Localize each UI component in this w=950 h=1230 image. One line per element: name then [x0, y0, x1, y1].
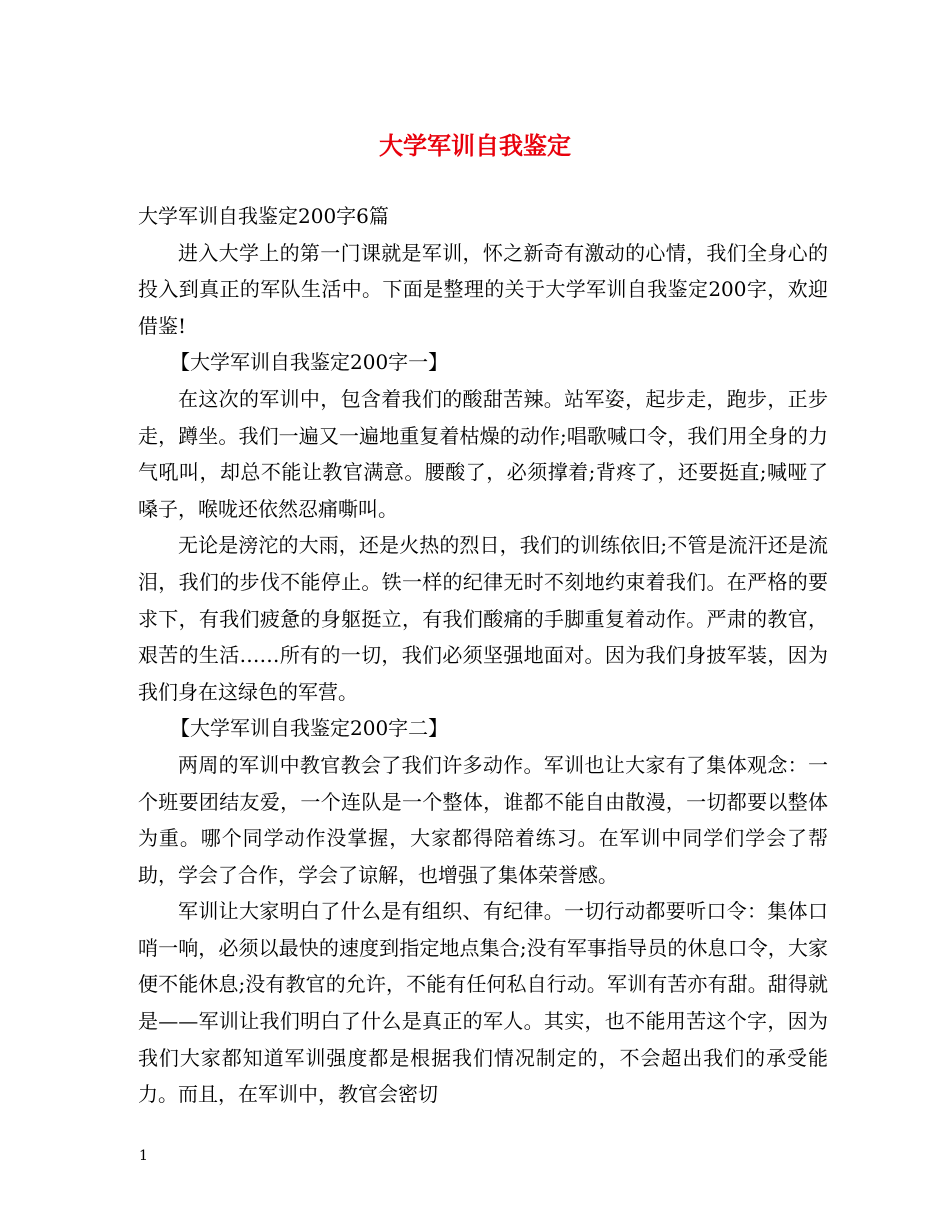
- section1-paragraph-2: 无论是滂沱的大雨，还是火热的烈日，我们的训练依旧;不管是流汗还是流泪，我们的步伐不能停止。铁一样的纪律无时不刻地约束着我们。在严格的要求下，有我们疲惫的身躯挺立，有我们酸痛的手脚重复着动作。严肃的教官，艰苦的生活……所有的一切，我们必须坚强地面对。因为我们身披军装，因为我们身在这绿色的军营。: [138, 533, 828, 704]
- section1-paragraph-1: 在这次的军训中，包含着我们的酸甜苦辣。站军姿，起步走，跑步，正步走，蹲坐。我们一遍又一遍地重复着枯燥的动作;唱歌喊口令，我们用全身的力气吼叫，却总不能让教官满意。腰酸了，必须撑着;背疼了，还要挺直;喊哑了嗓子，喉咙还依然忍痛嘶叫。: [138, 386, 828, 521]
- document-title: 大学军训自我鉴定: [379, 131, 571, 160]
- section-heading-1: 【大学军训自我鉴定200字一】: [170, 350, 449, 375]
- document-subtitle: 大学军训自我鉴定200字6篇: [138, 204, 389, 228]
- intro-paragraph: 进入大学上的第一门课就是军训，怀之新奇有激动的心情，我们全身心的投入到真正的军队生活中。下面是整理的关于大学军训自我鉴定200字，欢迎借鉴!: [138, 240, 828, 338]
- section2-paragraph-1: 两周的军训中教官教会了我们许多动作。军训也让大家有了集体观念：一个班要团结友爱，一个连队是一个整体，谁都不能自由散漫，一切都要以整体为重。哪个同学动作没掌握，大家都得陪着练习。在军训中同学们学会了帮助，学会了合作，学会了谅解，也增强了集体荣誉感。: [138, 752, 828, 887]
- page-number: 1: [139, 1148, 148, 1164]
- section-heading-2: 【大学军训自我鉴定200字二】: [170, 716, 449, 741]
- section2-paragraph-2: 军训让大家明白了什么是有组织、有纪律。一切行动都要听口令：集体口哨一响，必须以最快的速度到指定地点集合;没有军事指导员的休息口令，大家便不能休息;没有教官的允许，不能有任何私自行动。军训有苦亦有甜。甜得就是——军训让我们明白了什么是真正的军人。其实，也不能用苦这个字，因为我们大家都知道军训强度都是根据我们情况制定的，不会超出我们的承受能力。而且，在军训中，教官会密切: [138, 899, 828, 1107]
- document-body: [138, 198, 828, 1113]
